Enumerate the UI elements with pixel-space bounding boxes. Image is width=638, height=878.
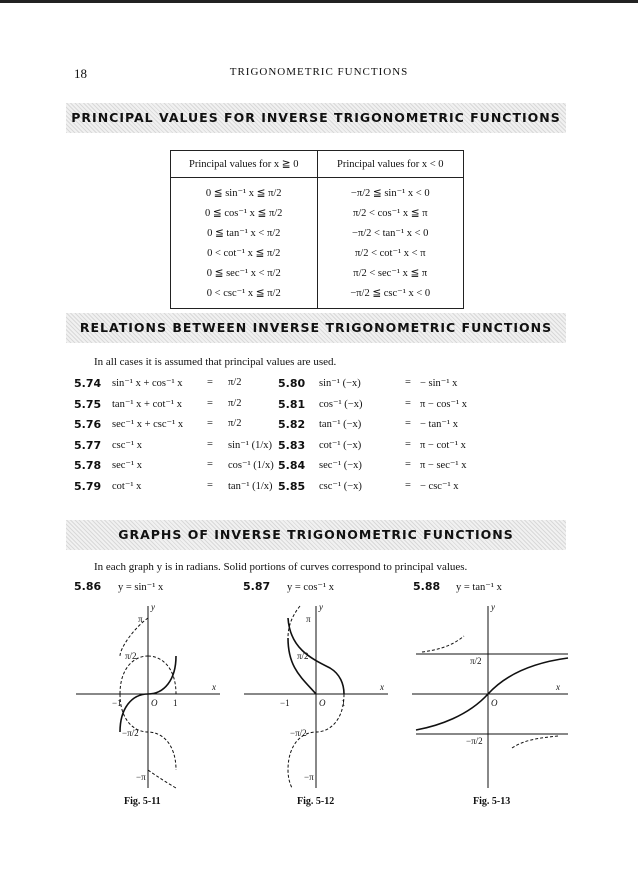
tick-label: 1 xyxy=(341,698,346,708)
table-cell: −π/2 < tan⁻¹ x < 0 xyxy=(317,223,464,243)
formula-number: 5.75 xyxy=(74,397,102,411)
figure-caption: Fig. 5-11 xyxy=(124,796,161,807)
equals-sign: = xyxy=(405,397,411,409)
figure-caption: Fig. 5-12 xyxy=(297,796,335,807)
formula-rhs: π − cot⁻¹ x xyxy=(420,439,466,451)
formula-number: 5.81 xyxy=(278,397,306,411)
formula-number: 5.78 xyxy=(74,459,102,472)
table-cell: π/2 < cos⁻¹ x ≦ π xyxy=(317,203,464,223)
formula-lhs: tan⁻¹ x + cot⁻¹ x xyxy=(112,398,182,410)
tick-label: O xyxy=(319,698,326,708)
tick-label: −π/2 xyxy=(466,736,483,746)
tick-label: π/2 xyxy=(297,651,309,661)
graphs-note: In each graph y is in radians. Solid portions of curves correspond to principal values. xyxy=(94,561,468,573)
tick-label: π/2 xyxy=(470,656,482,666)
table-header: Principal values for x ≧ 0 xyxy=(171,151,318,178)
page-number: 18 xyxy=(74,66,87,81)
formula-number: 5.76 xyxy=(74,418,102,431)
relations-note: In all cases it is assumed that principal values are used. xyxy=(94,356,337,368)
curve-dashed xyxy=(148,656,176,694)
axis-label: x xyxy=(212,682,216,692)
figure-caption: Fig. 5-13 xyxy=(473,796,511,807)
formula-number: 5.88 xyxy=(413,580,441,593)
equals-sign: = xyxy=(405,479,411,491)
table-cell: 0 ≦ tan⁻¹ x < π/2 xyxy=(171,223,318,243)
axis-label: x xyxy=(380,682,384,692)
formula-lhs: sec⁻¹ x xyxy=(112,460,142,471)
equals-sign: = xyxy=(207,418,213,429)
curve-dashed xyxy=(512,736,558,748)
axis-label: y xyxy=(151,602,155,612)
formula-lhs: cot⁻¹ x xyxy=(112,480,142,492)
table-cell: 0 ≦ cos⁻¹ x ≦ π/2 xyxy=(171,203,318,223)
tick-label: −π xyxy=(136,772,146,782)
section-title-principal: PRINCIPAL VALUES FOR INVERSE TRIGONOMETRIC FUNCTIONS xyxy=(71,110,561,125)
curve-principal xyxy=(288,638,316,694)
table-cell: −π/2 ≦ csc⁻¹ x < 0 xyxy=(317,283,464,309)
formula-rhs: tan⁻¹ (1/x) xyxy=(228,480,273,492)
equals-sign: = xyxy=(405,377,411,388)
equals-sign: = xyxy=(207,377,213,388)
table-cell: 0 < cot⁻¹ x ≦ π/2 xyxy=(171,243,318,263)
table-cell: 0 ≦ sec⁻¹ x < π/2 xyxy=(171,263,318,283)
formula-number: 5.74 xyxy=(74,377,102,390)
tick-label: 1 xyxy=(173,698,178,708)
formula-lhs: tan⁻¹ (−x) xyxy=(319,419,362,430)
formula-rhs: π − sec⁻¹ x xyxy=(420,460,467,471)
formula-rhs: sin⁻¹ (1/x) xyxy=(228,439,272,451)
equals-sign: = xyxy=(405,418,411,429)
curve-dashed xyxy=(148,770,176,788)
tick-label: π/2 xyxy=(125,651,137,661)
graph-arcsin xyxy=(72,598,232,798)
tick-label: O xyxy=(151,698,158,708)
table-row xyxy=(171,203,464,223)
table-cell: π/2 < cot⁻¹ x < π xyxy=(317,243,464,263)
figure-equation: y = tan⁻¹ x xyxy=(456,582,502,593)
table-row xyxy=(171,178,464,204)
equals-sign: = xyxy=(405,438,411,450)
figure-equation: y = cos⁻¹ x xyxy=(287,582,334,593)
axis-label: x xyxy=(556,682,560,692)
curve-dashed xyxy=(288,606,300,638)
equals-sign: = xyxy=(207,438,213,450)
formula-lhs: csc⁻¹ (−x) xyxy=(319,480,362,492)
tick-label: −π/2 xyxy=(290,728,307,738)
table-row xyxy=(171,263,464,283)
formula-number: 5.82 xyxy=(278,418,306,431)
formula-rhs: π/2 xyxy=(228,377,242,388)
tick-label: −π xyxy=(304,772,314,782)
table-cell: 0 ≦ sin⁻¹ x ≦ π/2 xyxy=(171,178,318,204)
formula-number: 5.84 xyxy=(278,459,306,472)
equals-sign: = xyxy=(207,459,213,470)
graph-arccos xyxy=(240,598,400,798)
formula-number: 5.87 xyxy=(243,580,271,593)
formula-lhs: cot⁻¹ (−x) xyxy=(319,439,362,451)
section-title-relations: RELATIONS BETWEEN INVERSE TRIGONOMETRIC FUNCTIONS xyxy=(79,320,553,335)
table-row xyxy=(171,283,464,309)
curve-dashed xyxy=(422,636,464,652)
formula-rhs: − sin⁻¹ x xyxy=(420,378,458,389)
tick-label: O xyxy=(491,698,498,708)
tick-label: −π/2 xyxy=(122,728,139,738)
formula-lhs: sec⁻¹ (−x) xyxy=(319,460,362,471)
top-rule xyxy=(0,0,638,3)
axis-label: y xyxy=(319,602,323,612)
equals-sign: = xyxy=(207,479,213,491)
curve-dashed xyxy=(120,656,148,694)
table-row xyxy=(171,243,464,263)
section-band-graphs xyxy=(66,520,566,550)
equals-sign: = xyxy=(405,459,411,470)
formula-rhs: π/2 xyxy=(228,397,242,409)
equals-sign: = xyxy=(207,397,213,409)
section-band-relations xyxy=(66,313,566,343)
formula-rhs: − csc⁻¹ x xyxy=(420,480,459,492)
graph-arctan xyxy=(408,598,574,798)
principal-values-table xyxy=(170,150,464,309)
table-cell: 0 < csc⁻¹ x ≦ π/2 xyxy=(171,283,318,309)
section-band-principal xyxy=(66,103,566,133)
formula-number: 5.83 xyxy=(278,438,306,452)
formula-number: 5.86 xyxy=(74,580,102,593)
figure-equation: y = sin⁻¹ x xyxy=(118,582,164,593)
table-header: Principal values for x < 0 xyxy=(317,151,464,178)
formula-number: 5.85 xyxy=(278,479,306,493)
formula-rhs: π/2 xyxy=(228,418,242,429)
formula-number: 5.79 xyxy=(74,479,102,493)
formula-number: 5.77 xyxy=(74,438,102,452)
table-cell: −π/2 ≦ sin⁻¹ x < 0 xyxy=(317,178,464,204)
formula-lhs: csc⁻¹ x xyxy=(112,439,142,451)
section-title-graphs: GRAPHS OF INVERSE TRIGONOMETRIC FUNCTIONS xyxy=(118,527,514,542)
formula-rhs: − tan⁻¹ x xyxy=(420,419,458,430)
tick-label: −1 xyxy=(280,698,290,708)
table-cell: π/2 < sec⁻¹ x ≦ π xyxy=(317,263,464,283)
table-row xyxy=(171,223,464,243)
formula-rhs: cos⁻¹ (1/x) xyxy=(228,460,274,471)
formula-lhs: cos⁻¹ (−x) xyxy=(319,398,363,410)
tick-label: −1 xyxy=(112,698,122,708)
formula-lhs: sec⁻¹ x + csc⁻¹ x xyxy=(112,419,184,430)
formula-lhs: sin⁻¹ (−x) xyxy=(319,378,361,389)
formula-number: 5.80 xyxy=(278,377,306,390)
formula-rhs: π − cos⁻¹ x xyxy=(420,398,468,410)
axis-label: y xyxy=(491,602,495,612)
formula-lhs: sin⁻¹ x + cos⁻¹ x xyxy=(112,378,183,389)
tick-label: π xyxy=(138,614,143,624)
running-head: TRIGONOMETRIC FUNCTIONS xyxy=(229,66,409,78)
tick-label: π xyxy=(306,614,311,624)
